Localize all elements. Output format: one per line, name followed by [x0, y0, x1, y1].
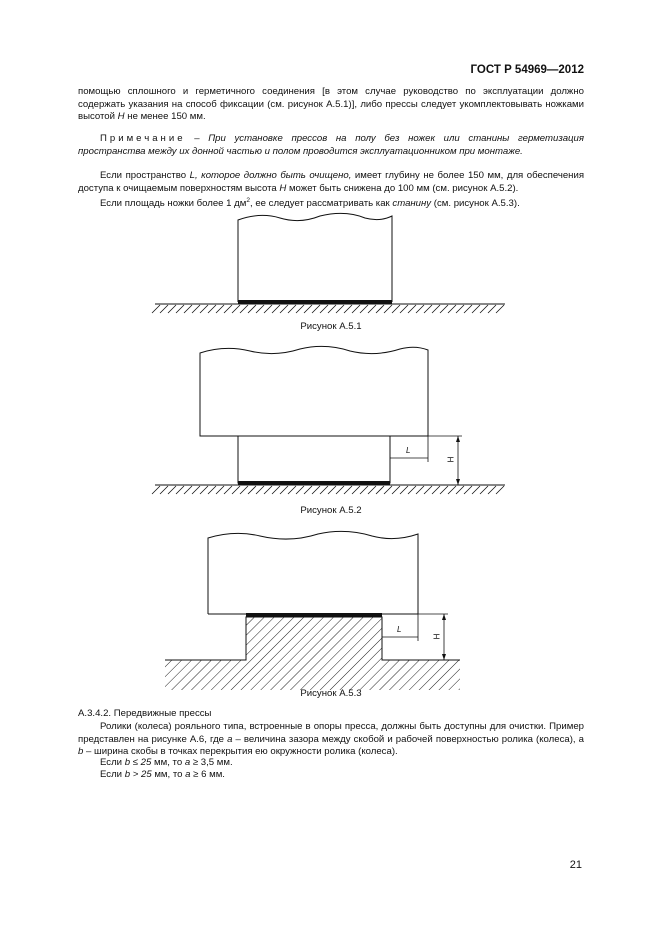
stand-hatched: [165, 617, 460, 690]
section-title: А.3.4.2. Передвижные прессы: [78, 708, 212, 719]
sealed-joint: [238, 481, 390, 485]
press-body: [208, 531, 418, 614]
figure-a52-drawing: [152, 346, 505, 494]
paragraph-2: Если пространство L, которое должно быть очищено, имеет глубину не более 150 мм, для обеспечения доступа к очищаемым поверхностям высота H может быть снижена до 100 мм (см. рисунок А.5.2).: [78, 170, 585, 194]
page-number: 21: [569, 859, 582, 871]
paragraph-3: Если площадь ножки более 1 $дм^2$, ее следует рассматривать как станину (см. рисунок А.5.3).: [100, 197, 520, 210]
sealed-joint: [238, 300, 392, 304]
figure-a52-label-H: H: [446, 456, 456, 463]
figure-a51-drawing: [152, 213, 505, 313]
figure-a52-label-L: L: [406, 446, 411, 455]
figure-a53-drawing: [165, 531, 460, 690]
floor-hatching: [152, 305, 504, 313]
condition-2: Если b > 25 мм, то а ≥ 6 мм.: [100, 769, 225, 780]
figure-a52-caption: Рисунок А.5.2: [300, 505, 362, 516]
note-label: Примечание: [100, 133, 186, 144]
paragraph-1: помощью сплошного и герметичного соединения [в этом случае руководство по эксплуатации должно содержать указания на способ фиксации (см. рисунок А.5.1)], либо прессы следует укомплектовывать ножками высотой H не менее 150 мм.: [78, 86, 584, 123]
document-code: ГОСТ Р 54969—2012: [470, 64, 584, 76]
paragraph-4: Ролики (колеса) рояльного типа, встроенные в опоры пресса, должны быть доступны для очистки. Пример представлен на рисунке А.6, где а – величина зазора между скобой и рабочей поверхностью ролика (колеса), а b – ширина скобы в точках перекрытия ею окружности ролика (колеса).: [78, 721, 584, 758]
condition-1: Если b ≤ 25 мм, то а ≥ 3,5 мм.: [100, 757, 233, 768]
floor-hatching: [152, 486, 504, 494]
figure-a53-label-L: L: [397, 625, 402, 634]
note-paragraph: Примечание – При установке прессов на полу без ножек или станины герметизация пространства между их донной частью и полом проводится эксплуатационником при монтаже.: [78, 133, 584, 157]
figure-a53-caption: Рисунок А.5.3: [300, 688, 362, 699]
press-body: [200, 346, 428, 436]
figure-a51-caption: Рисунок А.5.1: [300, 321, 362, 332]
press-leg: [238, 436, 390, 483]
sealed-joint: [246, 613, 382, 617]
figure-a53-label-H: H: [432, 633, 442, 640]
press-body: [238, 213, 392, 302]
